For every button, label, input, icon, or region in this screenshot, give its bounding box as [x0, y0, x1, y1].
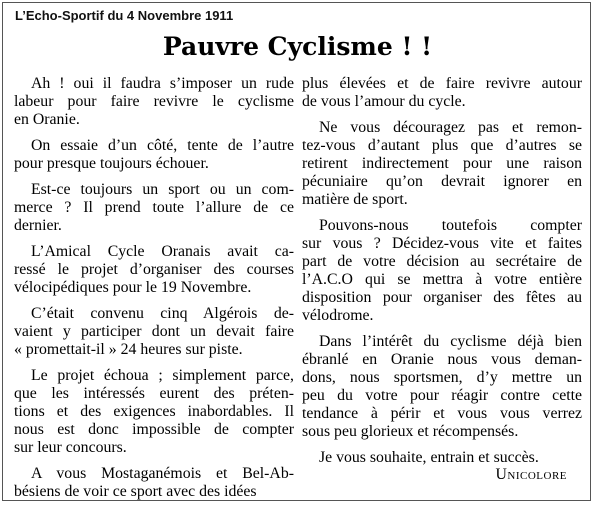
text-line: C’était convenu cinq Algérois de- — [31, 305, 294, 322]
text-line: Pouvons-nous toutefois compter — [319, 217, 582, 234]
text-line: Ah ! oui il faudra s’imposer un rude — [31, 75, 294, 92]
paragraph — [14, 243, 294, 297]
text-line: pour presque toujours échouer. — [14, 155, 209, 172]
text-line: ressé le projet d’organiser des courses — [14, 261, 294, 278]
text-line: part de votre décision au secrétaire de — [302, 253, 582, 270]
text-line: Dans l’intérêt du cyclisme déjà bien — [319, 333, 582, 350]
text-line: merce ? Il prend toute l’allure de ce — [14, 199, 294, 216]
paragraph — [302, 449, 582, 467]
text-line: ébranlé en Oranie nous vous deman- — [302, 351, 582, 368]
text-line: sous peu glorieux et récompensés. — [302, 423, 519, 440]
text-line: vélodrome. — [302, 307, 374, 324]
paragraph — [302, 119, 582, 209]
text-line: « promettait-il » 24 heures sur piste. — [14, 341, 243, 358]
text-line: nous est donc impossible de compter — [14, 421, 294, 438]
text-line: de vous l’amour du cycle. — [302, 93, 466, 110]
text-line: Est-ce toujours un sport ou un com- — [31, 181, 294, 198]
text-line: en Oranie. — [14, 111, 80, 128]
text-line: Ne vous découragez pas et remon- — [319, 119, 582, 136]
text-line: tez-vous d’autant plus que d’autres se — [302, 137, 582, 154]
text-line: retirent indirectement pour une raison — [302, 155, 582, 172]
text-line: L’Amical Cycle Oranais avait ca- — [31, 243, 294, 260]
author-signature: Unicolore — [495, 466, 567, 483]
paragraph — [302, 333, 582, 441]
paragraph — [14, 181, 294, 235]
text-line: vaient y participer dont un devait faire — [14, 323, 294, 340]
text-line: labeur pour faire revivre le cyclisme — [14, 93, 294, 110]
paragraph — [14, 305, 294, 359]
text-line: pécuniaire qu’on devrait ignorer en — [302, 173, 582, 190]
text-line: matière de sport. — [302, 191, 408, 208]
left-column — [14, 75, 294, 501]
paragraph — [14, 75, 294, 129]
text-line: sur leur concours. — [14, 439, 127, 456]
text-line: vélocipédiques pour le 19 Novembre. — [14, 279, 252, 296]
text-line: l’A.C.O qui se mettra à votre entière — [302, 271, 582, 288]
text-line: disposition pour organiser des fêtes au — [302, 289, 582, 306]
text-line: sur vous ? Décidez-vous vite et faites — [302, 235, 582, 252]
text-line: que les intéressés eurent des préten- — [14, 385, 294, 402]
paragraph — [302, 217, 582, 325]
text-line: tendance à périr et vous vous verrez — [302, 405, 582, 422]
text-line: On essaie d’un côté, tente de l’autre — [31, 137, 294, 154]
source-line: L’Echo-Sportif du 4 Novembre 1911 — [15, 8, 234, 23]
text-line: dons, nous sportsmen, d’y mettre un — [302, 369, 582, 386]
text-line: Le projet échoua ; simplement parce, — [31, 367, 294, 384]
text-line: Je vous souhaite, entrain et succès. — [319, 449, 539, 466]
text-line: tions et des exigences inabordables. Il — [14, 403, 294, 420]
text-line: peu du votre pour réagir contre cette — [302, 387, 582, 404]
paragraph — [302, 75, 582, 111]
text-line: dernier. — [14, 217, 62, 234]
text-line: A vous Mostaganémois et Bel-Ab- — [31, 465, 294, 482]
text-line: bésiens de voir ce sport avec des idées — [14, 483, 257, 500]
paragraph — [14, 137, 294, 173]
headline: Pauvre Cyclisme ! ! — [162, 32, 433, 61]
paragraph — [14, 367, 294, 457]
text-line: plus élevées et de faire revivre autour — [302, 75, 582, 92]
right-column — [302, 75, 582, 467]
paragraph — [14, 465, 294, 501]
